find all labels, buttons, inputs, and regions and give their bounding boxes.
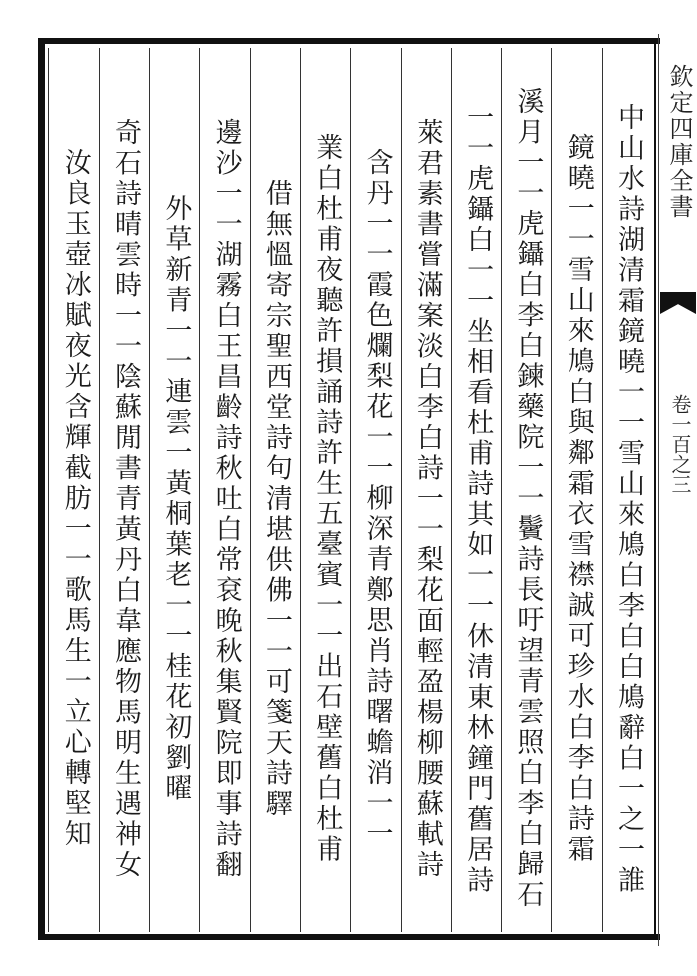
column-text: 奇石詩晴雲時一一陰蘇閒書青黃丹白韋應物馬明生遇神女 [110, 117, 142, 881]
page-frame [34, 34, 693, 946]
column-text: 一一虎鑷白一一坐相看杜甫詩其如一一休清東林鐘門舊居詩 [462, 102, 494, 896]
text-column-5 [401, 48, 451, 932]
book-title: 欽定四庫全書 [665, 64, 693, 220]
column-text: 溪月一一虎鑷白李白鍊藥院一一鬢詩長吁望青雲照白李白歸石 [512, 87, 544, 911]
text-column-7 [300, 48, 350, 932]
text-column-8 [250, 48, 300, 932]
margin-divider [658, 34, 659, 946]
text-column-6 [350, 48, 400, 932]
fish-tail-mark [660, 292, 696, 314]
column-text: 外草新青一一連雲一黃桐葉老一一桂花初劉曜 [160, 194, 192, 804]
border-bottom [38, 934, 660, 940]
text-column-3 [501, 48, 551, 932]
text-column-1 [602, 48, 652, 932]
text-column-11 [99, 48, 149, 932]
volume-number: 卷一百之三 [668, 394, 692, 494]
text-columns [48, 48, 652, 932]
column-text: 含丹一一霞色爛梨花一一柳深青鄭思肖詩曙蟾消一一 [361, 148, 393, 850]
column-text: 邊沙一一湖霧白王昌齡詩秋吐白常袞晚秋集賢院即事詩翻 [210, 117, 242, 881]
text-column-10 [149, 48, 199, 932]
border-left [38, 38, 45, 940]
column-text: 萊君素書嘗滿案淡白李白詩一一梨花面輕盈楊柳腰蘇軾詩 [411, 117, 443, 881]
page-margin-strip [658, 34, 697, 946]
column-text: 業白杜甫夜聽許損誦詩許生五臺賓一一出石壁舊白杜甫 [311, 133, 343, 865]
text-column-9 [199, 48, 249, 932]
text-column-12 [48, 48, 98, 932]
text-column-4 [451, 48, 501, 932]
column-text: 借無慍寄宗聖西堂詩句清堪供佛一一可箋天詩驛 [260, 178, 292, 820]
border-top [38, 38, 660, 44]
border-right [654, 44, 656, 936]
column-text: 中山水詩湖清霜鏡曉一一雪山來鳩白李白白鳩辭白一之一誰 [613, 102, 644, 896]
text-column-2 [551, 48, 601, 932]
column-text: 汝良玉壺冰賦夜光含輝截肪一一歌馬生一立心轉堅知 [59, 148, 91, 850]
column-text: 鏡曉一一雪山來鳩白與鄰霜衣雪襟誠可珍水白李白詩霜 [562, 133, 594, 865]
